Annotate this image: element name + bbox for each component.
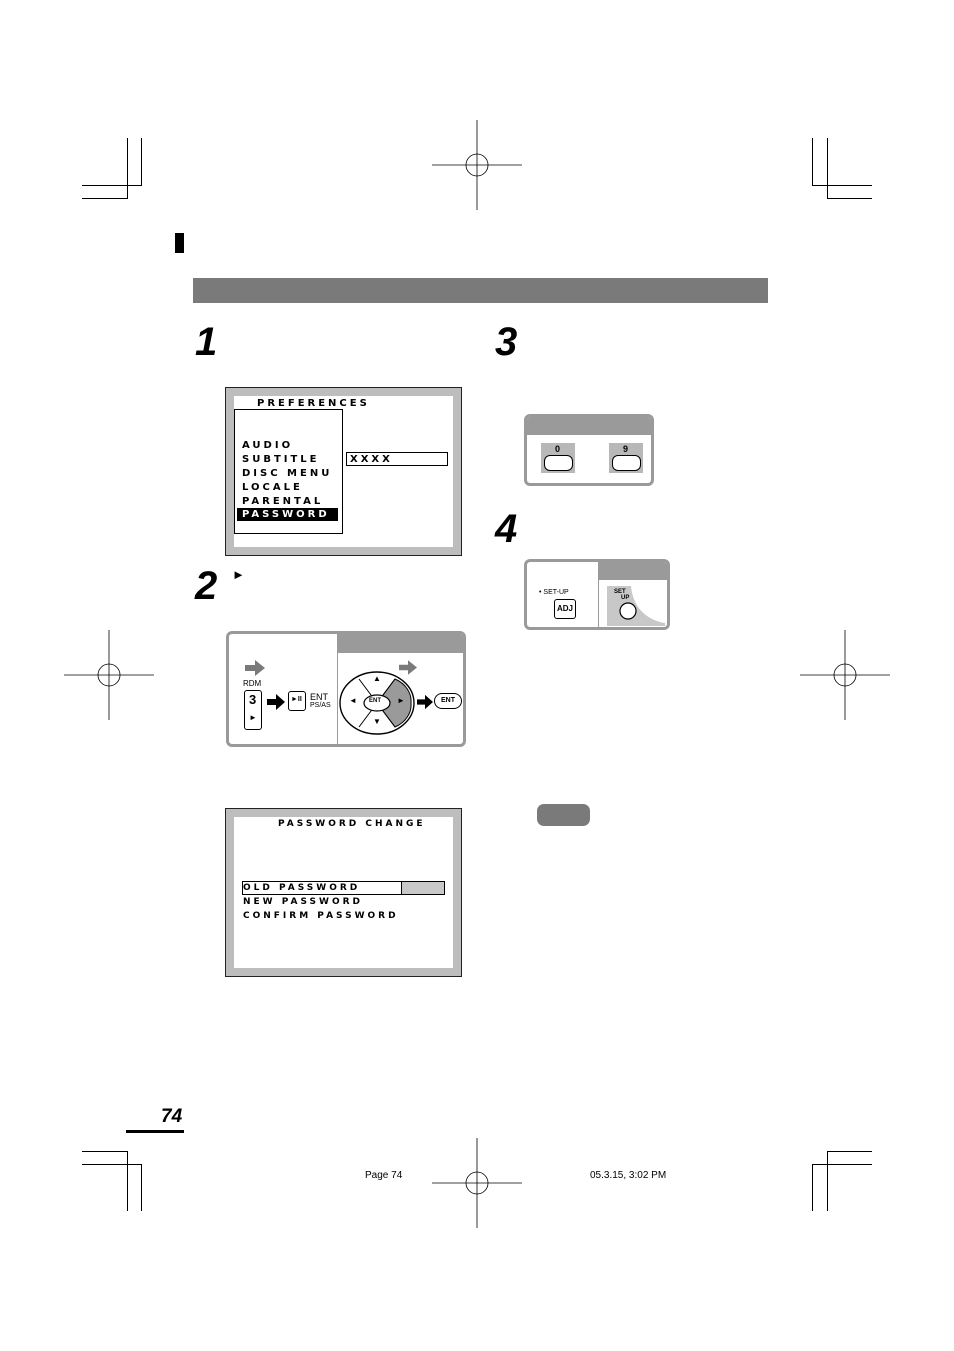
joystick-up: ▲ [373, 674, 381, 683]
panel-header-right [598, 562, 670, 580]
menu-item-parental: PARENTAL [242, 496, 324, 507]
rdm-label: RDM [243, 679, 262, 688]
setup-panel [524, 559, 670, 630]
password-change-screen [225, 808, 462, 977]
page-number: 74 [161, 1106, 183, 1127]
step-2-number: 2 [195, 564, 218, 608]
confirm-password-label: CONFIRM PASSWORD [243, 911, 399, 921]
footer-timestamp: 05.3.15, 3:02 PM [590, 1170, 667, 1181]
remote-panel-step2 [226, 631, 466, 747]
adj-key-label: ADJ [557, 604, 574, 613]
old-password-label: OLD PASSWORD [243, 883, 361, 893]
registration-mark-right [800, 630, 890, 720]
key-3-symbol: ► [249, 713, 257, 722]
preferences-title: PREFERENCES [257, 398, 370, 409]
joystick-right: ► [397, 696, 405, 705]
password-value: XXXX [350, 454, 393, 465]
menu-item-password: PASSWORD [242, 509, 330, 520]
black-arrow-icon-right [417, 694, 433, 710]
key-0-button[interactable] [544, 455, 573, 471]
menu-item-locale: LOCALE [242, 482, 303, 493]
step-3-number: 3 [495, 320, 518, 364]
password-change-title: PASSWORD CHANGE [278, 819, 426, 829]
old-password-input-area [401, 882, 444, 894]
ent-button[interactable] [434, 693, 462, 709]
setup-button-label-1: SET [614, 589, 626, 595]
joystick-down: ▼ [373, 717, 381, 726]
step-1-number: 1 [195, 320, 218, 364]
section-header-bar [193, 278, 768, 303]
step-4-number: 4 [495, 507, 518, 551]
new-password-label: NEW PASSWORD [243, 897, 364, 907]
adj-key[interactable] [554, 599, 576, 619]
right-arrow-symbol: ► [232, 567, 245, 582]
menu-item-subtitle: SUBTITLE [242, 454, 320, 465]
note-label [537, 804, 590, 826]
ent-button-label: ENT [441, 697, 455, 704]
panel-header-right [337, 634, 466, 653]
joystick-left: ◄ [349, 696, 357, 705]
panel-header [527, 417, 654, 435]
ps-as-label: PS/AS [310, 702, 331, 709]
play-pause-key[interactable] [288, 691, 306, 711]
key-3-label: 3 [249, 692, 257, 707]
joystick-center-label: ENT [369, 698, 381, 704]
key-9-button[interactable] [612, 455, 641, 471]
registration-mark-bottom [432, 1138, 522, 1228]
key-0-label: 0 [555, 444, 561, 454]
setup-button-label-2: UP [621, 595, 630, 601]
page-number-underline [126, 1130, 184, 1133]
menu-item-audio: AUDIO [242, 440, 294, 451]
black-arrow-icon [267, 694, 285, 710]
menu-item-disc-menu: DISC MENU [242, 468, 333, 479]
setup-label: • SET-UP [539, 589, 569, 596]
registration-mark-left [64, 630, 154, 720]
panel-divider [598, 562, 599, 630]
play-pause-symbol: ►II [291, 696, 302, 703]
key-9-label: 9 [623, 444, 629, 454]
ent-label: ENT [310, 692, 328, 702]
number-keys-panel [524, 414, 654, 486]
preferences-screen [225, 387, 462, 556]
gray-arrow-icon [245, 660, 265, 676]
section-tab-marker [175, 233, 184, 253]
registration-mark-top [432, 120, 522, 210]
footer-page: Page 74 [365, 1170, 403, 1181]
key-3-button[interactable] [244, 690, 262, 730]
